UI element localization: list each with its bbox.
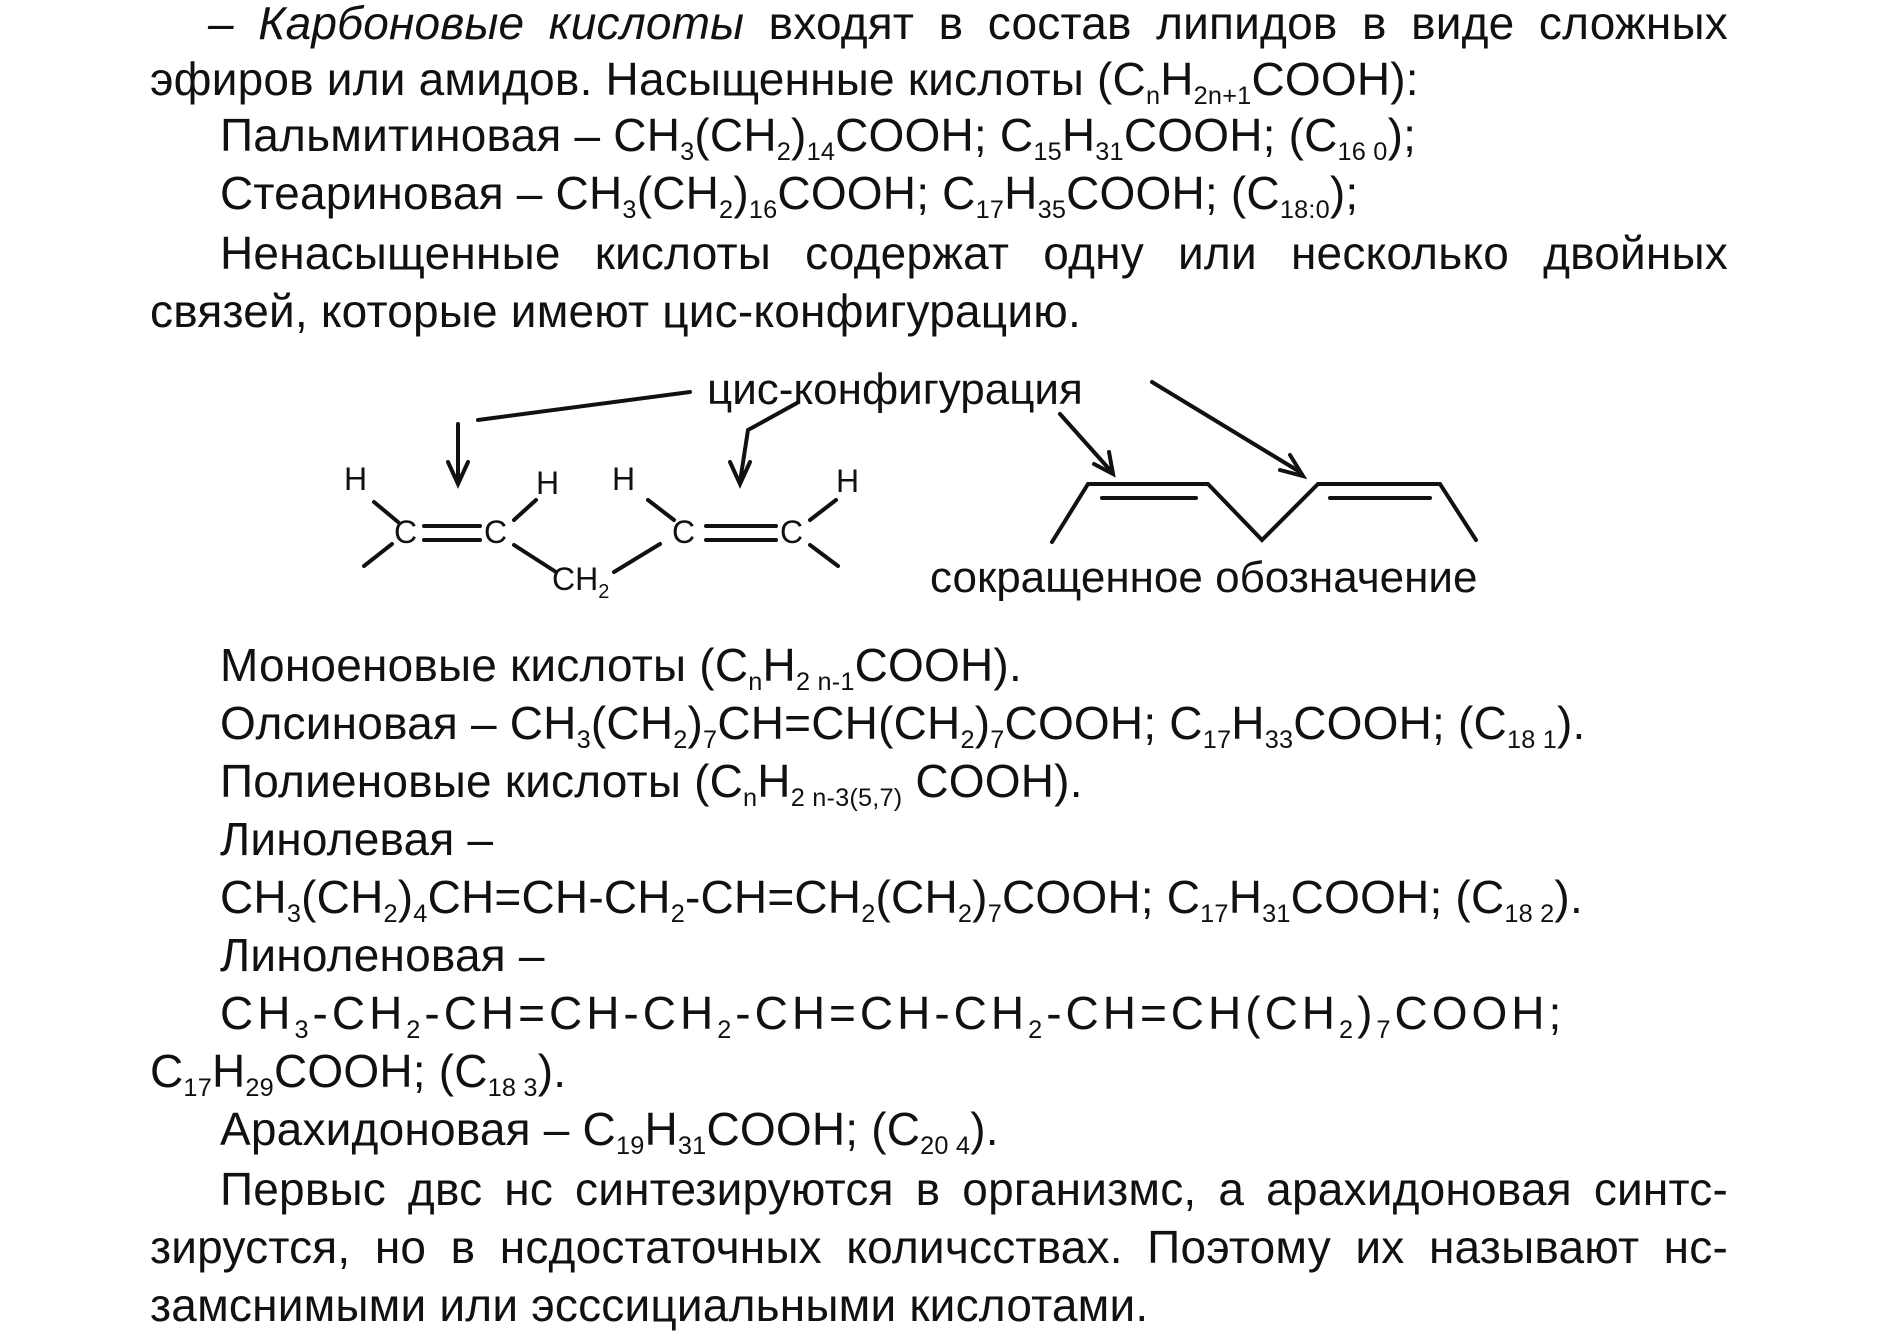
bond-c2-ch2 — [514, 545, 556, 572]
bond-h3-c3 — [648, 500, 674, 520]
formula-linoleic: $CH_3(CH_2)_4CH=CH-CH_2-CH=CH_2(CH_2)_7COOH$; $C_{17}H_{31}COOH$; $(C_{18 2})$. — [220, 871, 1583, 928]
group-ch2: $CH_2$ — [552, 561, 610, 603]
formula-oleic: Олсиновая – $CH_3(CH_2)_7CH=CH(CH_2)_7COOH$; $C_{17}H_{33}COOH$; $(C_{18 1})$. — [220, 697, 1586, 754]
atom-h2: H — [536, 465, 560, 501]
bond-ch2-c3 — [614, 544, 660, 572]
arrow-right-short — [1060, 414, 1110, 470]
formula-monoenoic: Моноеновые кислоты $(C_nH_{2 n-1}COOH)$. — [220, 639, 1022, 696]
arrow-right-long — [1152, 382, 1300, 472]
atom-h3: H — [612, 461, 636, 497]
formula-arachidonic: Арахидоновая – $C_{19}H_{31}COOH$; $(C_{20 4})$. — [220, 1103, 999, 1160]
bond-c4-right — [810, 545, 838, 566]
text-line-saturated-acids-formula: эфиров или амидов. Насыщенные кислоты $(C_nH_{2n+1}COOH)$: — [150, 53, 1419, 110]
term-carboxylic-acids: – Карбоновые кислоты — [208, 0, 745, 49]
atom-h1: H — [344, 461, 368, 497]
pointer-line-left — [478, 392, 690, 420]
atom-c1: C — [394, 514, 418, 550]
formula-palmitic: Пальмитиновая – $CH_3(CH_2)_{14}COOH$; $C_{15}H_{31}COOH$; $(C_{16 0})$; — [220, 109, 1417, 166]
title-linolenic: Линоленовая – — [220, 929, 545, 981]
arrow-shaft-2 — [740, 403, 797, 482]
formula-linolenic: $CH_3-CH_2-CH=CH-CH_2-CH=CH-CH_2-CH=CH(CH_2)_7COOH$; — [220, 987, 1566, 1044]
text-line-carboxylic-acids: – Карбоновые кислоты входят в состав липидов в виде сложных — [208, 0, 1728, 52]
atom-c3: C — [672, 514, 696, 550]
bond-c4-h4 — [810, 500, 836, 520]
label-abbreviated-notation: сокращенное обозначение — [930, 553, 1478, 602]
text-line-final-2: зирустся, но в нсдостаточных количсствах. Поэтому их называют нс- — [150, 1221, 1728, 1273]
formula-polyenoic: Полиеновые кислоты ($C_nH_{2 n-3(5,7)}$ COOH). — [220, 755, 1083, 812]
title-linoleic: Линолевая – — [220, 813, 494, 865]
bond-c1-left — [364, 544, 392, 566]
skeletal-chain — [1052, 484, 1476, 542]
cis-configuration-diagram — [0, 350, 1889, 620]
label-cis-configuration: цис-конфигурация — [707, 365, 1083, 414]
text-line-final-3: замснимыми или эсссициальными кислотами. — [150, 1279, 1149, 1331]
atom-c4: C — [780, 514, 804, 550]
formula-stearic: Стеариновая – $CH_3(CH_2)_{16}COOH$; $C_{17}H_{35}COOH$; $(C_{18:0})$; — [220, 167, 1359, 224]
atom-c2: C — [484, 514, 508, 550]
text-line-unsaturated-1: Ненасыщенные кислоты содержат одну или несколько двойных — [220, 227, 1728, 279]
formula-linolenic-short: $C_{17}H_{29}COOH$; $(C_{18 3})$. — [150, 1045, 567, 1102]
text-line-final-1: Первыс двс нс синтезируются в организмс, а арахидоновая синтс- — [220, 1163, 1728, 1215]
text-line-unsaturated-2: связей, которые имеют цис-конфигурацию. — [150, 285, 1081, 337]
atom-h4: H — [836, 463, 860, 499]
bond-c2-h2 — [514, 500, 536, 520]
